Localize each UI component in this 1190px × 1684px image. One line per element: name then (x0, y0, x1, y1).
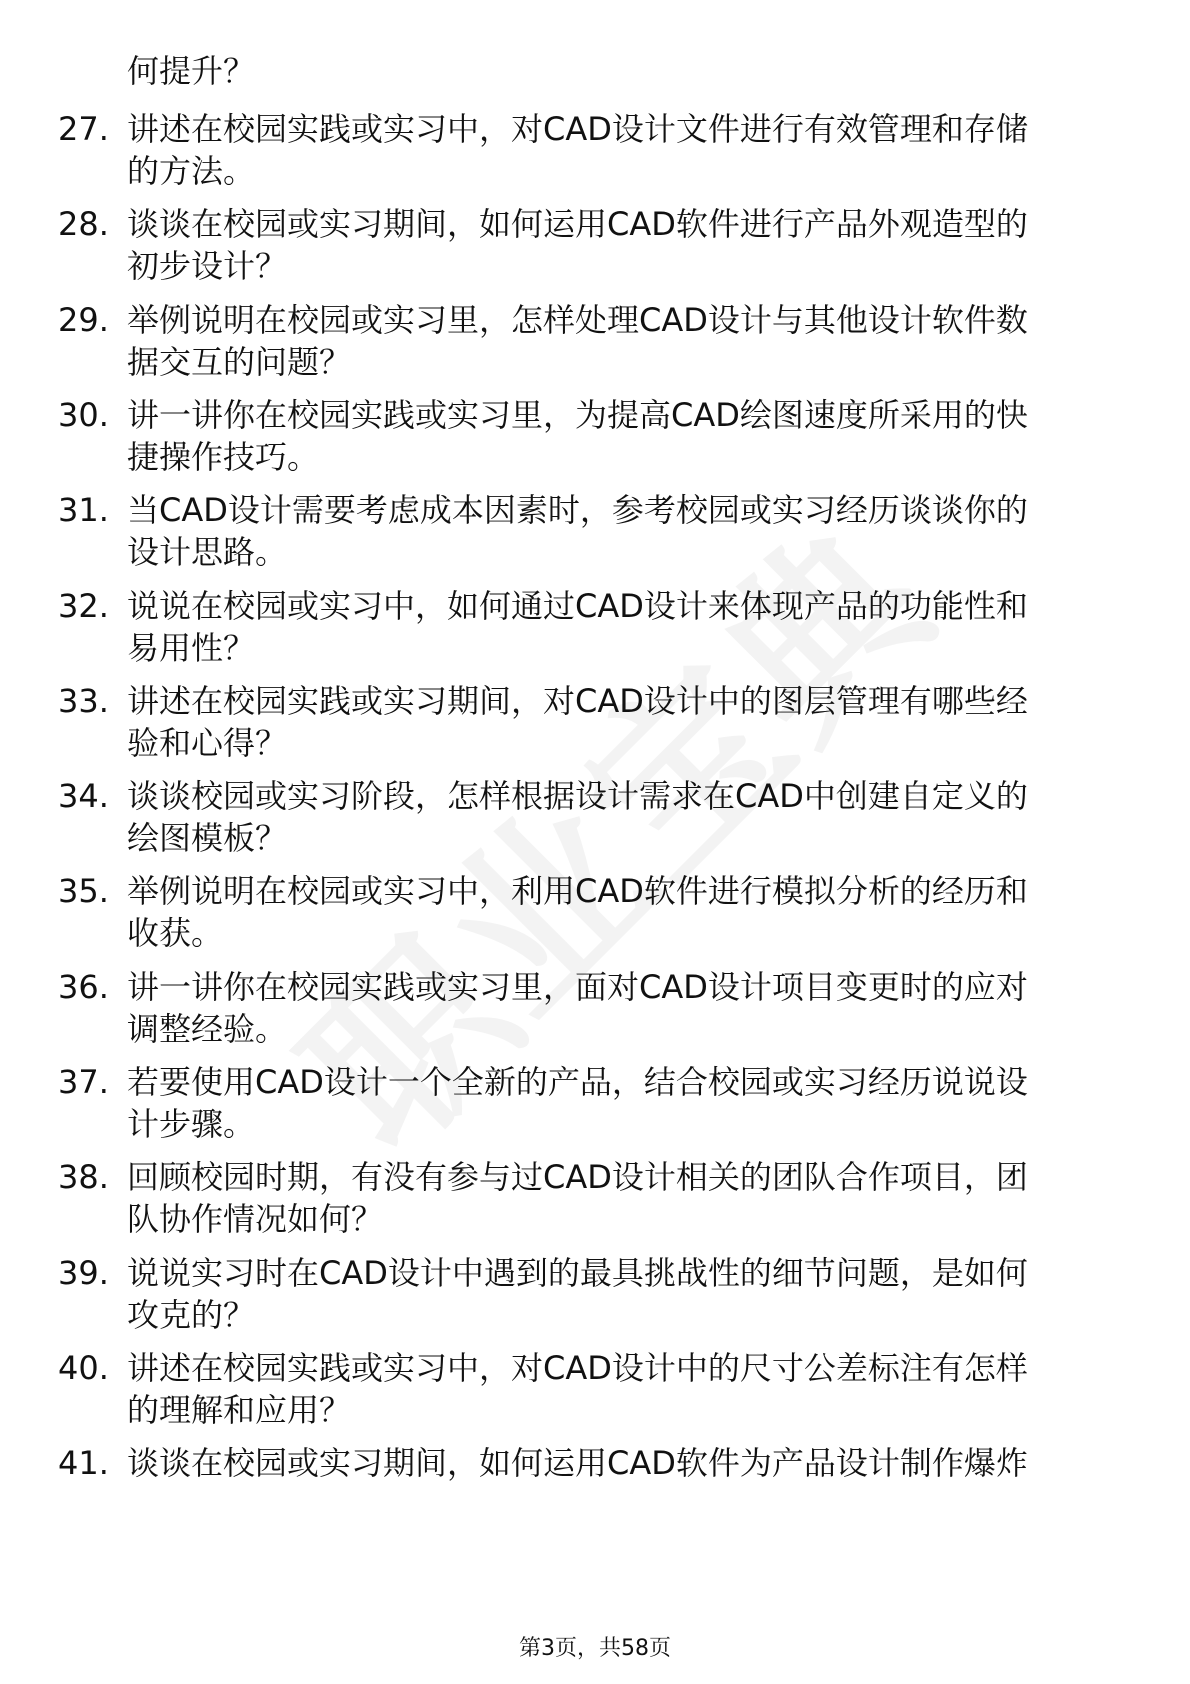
question-text-line-2: 初步设计？ (127, 247, 288, 286)
question-text-line-2: 捷操作技巧。 (127, 437, 320, 476)
question-text-line-1: 若要使用CAD设计一个全新的产品，结合校园或实习经历说说设 (127, 1063, 1028, 1101)
question-text-line-2: 的理解和应用？ (127, 1390, 352, 1429)
question-item (0, 201, 1190, 301)
question-item (0, 678, 1190, 778)
question-text-line-1: 讲一讲你在校园实践或实习里，为提高CAD绘图速度所采用的快 (127, 395, 1028, 434)
question-text-line-2: 易用性？ (127, 628, 256, 667)
question-text-line-1: 谈谈在校园或实习期间，如何运用CAD软件为产品设计制作爆炸 (127, 1444, 1028, 1483)
question-item (0, 773, 1190, 873)
question-text-line-1: 当CAD设计需要考虑成本因素时，参考校园或实习经历谈谈你的 (127, 491, 1028, 530)
question-text-line-1: 举例说明在校园或实习里，怎样处理CAD设计与其他设计软件数 (127, 300, 1028, 339)
question-number: 41. (58, 1444, 109, 1483)
question-number: 27. (58, 110, 109, 148)
question-text-line-2: 据交互的问题？ (127, 342, 352, 381)
question-number: 32. (58, 586, 109, 625)
question-text-line-2: 攻克的？ (127, 1295, 256, 1334)
question-number: 30. (58, 395, 109, 434)
question-text-line-1: 讲述在校园实践或实习中，对CAD设计文件进行有效管理和存储 (127, 110, 1028, 148)
question-item (0, 1154, 1190, 1254)
question-item (0, 868, 1190, 968)
question-item (0, 1440, 1190, 1540)
question-item (0, 297, 1190, 397)
question-text-line-1: 讲述在校园实践或实习期间，对CAD设计中的图层管理有哪些经 (127, 681, 1028, 720)
question-item (0, 392, 1190, 492)
question-text-line-2: 调整经验。 (127, 1009, 288, 1048)
question-text-line-1: 说说在校园或实习中，如何通过CAD设计来体现产品的功能性和 (127, 586, 1028, 625)
question-text-line-1: 举例说明在校园或实习中，利用CAD软件进行模拟分析的经历和 (127, 872, 1028, 911)
question-text-line-1: 谈谈在校园或实习期间，如何运用CAD软件进行产品外观造型的 (127, 205, 1028, 244)
question-number: 34. (58, 777, 109, 816)
question-number: 39. (58, 1253, 109, 1292)
question-number: 37. (58, 1063, 109, 1101)
question-text-line-2: 计步骤。 (127, 1105, 256, 1143)
question-text-line-1: 说说实习时在CAD设计中遇到的最具挑战性的细节问题，是如何 (127, 1253, 1028, 1292)
question-number: 38. (58, 1158, 109, 1197)
question-text-line-2: 队协作情况如何？ (127, 1200, 384, 1239)
question-number: 35. (58, 872, 109, 911)
continued-question-text: 何提升？ (127, 52, 256, 90)
question-text-line-1: 谈谈校园或实习阶段，怎样根据设计需求在CAD中创建自定义的 (127, 777, 1028, 816)
question-number: 36. (58, 967, 109, 1006)
question-item (0, 583, 1190, 683)
question-number: 33. (58, 681, 109, 720)
question-number: 31. (58, 491, 109, 530)
question-item (0, 1345, 1190, 1445)
question-text-line-1: 讲述在校园实践或实习中，对CAD设计中的尺寸公差标注有怎样 (127, 1348, 1028, 1387)
question-text-line-2: 收获。 (127, 914, 224, 953)
page-footer: 第3页，共58页 (519, 1636, 671, 1661)
question-item (0, 1059, 1190, 1159)
question-text-line-2: 设计思路。 (127, 533, 288, 572)
question-text-line-2: 验和心得？ (127, 723, 288, 762)
question-number: 29. (58, 300, 109, 339)
question-item (0, 1250, 1190, 1350)
question-item (0, 106, 1190, 206)
question-text-line-1: 讲一讲你在校园实践或实习里，面对CAD设计项目变更时的应对 (127, 967, 1028, 1006)
question-text-line-2: 绘图模板？ (127, 819, 288, 858)
question-text-line-2: 的方法。 (127, 152, 256, 190)
question-number: 40. (58, 1348, 109, 1387)
question-number: 28. (58, 205, 109, 244)
question-item (0, 964, 1190, 1064)
question-item (0, 487, 1190, 587)
question-text-line-1: 回顾校园时期，有没有参与过CAD设计相关的团队合作项目，团 (127, 1158, 1028, 1197)
